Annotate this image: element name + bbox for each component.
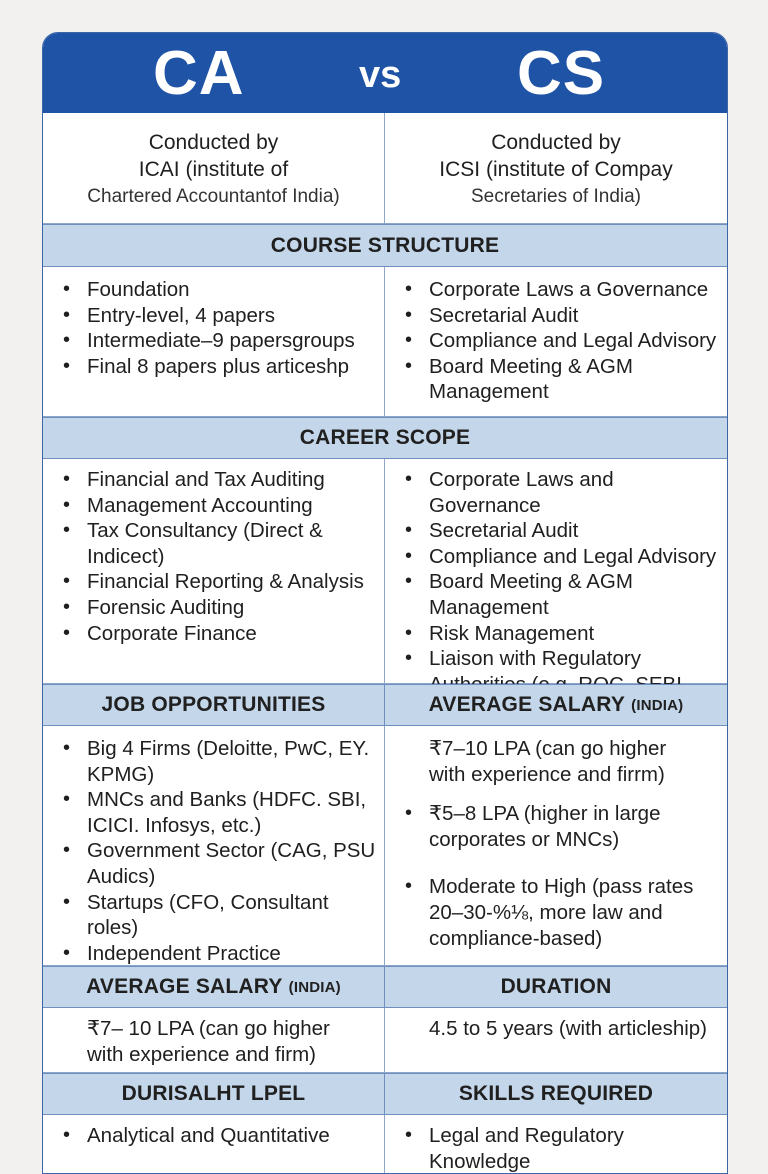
cs-skills-list bbox=[385, 1123, 727, 1174]
ca-course-structure bbox=[43, 267, 385, 417]
cs-conducted-by bbox=[385, 113, 727, 224]
course-structure-heading: COURSE STRUCTURE bbox=[43, 224, 727, 267]
avg-salary-right-sub: (INDIA) bbox=[631, 696, 684, 714]
list-item: • Intermediate–9 papersgroups bbox=[43, 328, 384, 354]
ca-salary-cell bbox=[43, 1008, 385, 1073]
list-item: • Big 4 Firms (Deloitte, PwC, EY. KPMG) bbox=[43, 736, 384, 787]
list-item: • Entry-level, 4 papers bbox=[43, 303, 384, 329]
avg-salary-left-sub: (INDIA) bbox=[288, 978, 341, 996]
title-banner bbox=[43, 33, 727, 113]
list-item: • Corporate Laws and Governance bbox=[385, 467, 727, 518]
ca-conducted-by bbox=[43, 113, 385, 224]
cs-conducted-line3: Secretaries of India) bbox=[470, 186, 642, 207]
average-salary-heading-left bbox=[43, 966, 385, 1008]
ca-job-opportunities bbox=[43, 726, 385, 966]
list-item: • Independent Practice bbox=[43, 941, 384, 967]
career-scope-heading: CAREER SCOPE bbox=[43, 417, 727, 459]
cs-duration-text: 4.5 to 5 years (with articleship) bbox=[429, 1017, 708, 1040]
list-item: • Secretarial Audit bbox=[385, 518, 727, 544]
list-item: • Startups (CFO, Consultant roles) bbox=[43, 890, 384, 941]
cs-course-list bbox=[385, 277, 727, 405]
list-item: • MNCs and Banks (HDFC. SBI, ICICI. Infosys, etc.) bbox=[43, 787, 384, 838]
ca-course-list bbox=[43, 277, 384, 379]
title-vs: vs bbox=[359, 54, 402, 96]
avg-salary-left-main: AVERAGE SALARY bbox=[86, 975, 283, 998]
cs-salary-cell bbox=[385, 726, 727, 966]
list-item: • Risk Management bbox=[385, 621, 727, 647]
list-item: • ₹5–8 LPA (higher in large corporates or MNCs) bbox=[385, 801, 727, 852]
cs-duration-cell bbox=[385, 1008, 727, 1073]
job-opportunities-heading: JOB OPPORTUNITIES bbox=[43, 684, 385, 726]
list-item: • Corporate Finance bbox=[43, 621, 384, 647]
list-item: • Financial Reporting & Analysis bbox=[43, 569, 384, 595]
ca-skills-list bbox=[43, 1123, 384, 1149]
duration-heading: DURATION bbox=[385, 966, 727, 1008]
comparison-card bbox=[42, 32, 728, 1174]
skills-required-heading: SKILLS REQUIRED bbox=[385, 1073, 727, 1115]
list-item: • Government Sector (CAG, PSU Audics) bbox=[43, 838, 384, 889]
average-salary-heading-right bbox=[385, 684, 727, 726]
list-item: • Financial and Tax Auditing bbox=[43, 467, 384, 493]
ca-conducted-line1: Conducted by bbox=[148, 131, 279, 154]
ca-jobs-list bbox=[43, 736, 384, 966]
cs-career-scope bbox=[385, 459, 727, 684]
cs-conducted-line1: Conducted by bbox=[491, 131, 621, 154]
cs-salary-bullets bbox=[385, 801, 727, 951]
list-item: • Management Accounting bbox=[43, 493, 384, 519]
list-item: • Corporate Laws a Governance bbox=[385, 277, 727, 303]
cs-conducted-line2: ICSI (institute of Compay bbox=[439, 158, 673, 181]
list-item: • Board Meeting & AGM Management bbox=[385, 569, 727, 620]
list-item: • Compliance and Legal Advisory bbox=[385, 328, 727, 354]
title-cs: CS bbox=[517, 39, 606, 108]
skills-heading-left: DURISALHT LPEL bbox=[43, 1073, 385, 1115]
list-item: • Tax Consultancy (Direct & Indicect) bbox=[43, 518, 384, 569]
list-item: • Legal and Regulatory Knowledge bbox=[385, 1123, 727, 1174]
title-ca: CA bbox=[153, 39, 245, 108]
cs-course-structure bbox=[385, 267, 727, 417]
list-item: • Compliance and Legal Advisory bbox=[385, 544, 727, 570]
cs-career-list bbox=[385, 467, 727, 697]
list-item: • Final 8 papers plus articeshp bbox=[43, 354, 384, 380]
ca-career-scope bbox=[43, 459, 385, 684]
ca-conducted-line3: Chartered Accountantof India) bbox=[87, 186, 340, 207]
list-item: • Forensic Auditing bbox=[43, 595, 384, 621]
ca-conducted-line2: ICAI (institute of bbox=[138, 158, 289, 181]
cs-salary-range: ₹7–10 LPA (can go higher with experience and firrm) bbox=[429, 737, 667, 786]
ca-career-list bbox=[43, 467, 384, 646]
avg-salary-right-main: AVERAGE SALARY bbox=[428, 693, 626, 716]
cs-skills-cell bbox=[385, 1115, 727, 1174]
list-item: • Analytical and Quantitative bbox=[43, 1123, 384, 1149]
ca-salary-text: ₹7– 10 LPA (can go higher with experience and firm) bbox=[87, 1017, 330, 1066]
list-item: • Moderate to High (pass rates 20–30-%⅛, more law and compliance-based) bbox=[385, 874, 727, 951]
ca-skills-cell bbox=[43, 1115, 385, 1174]
list-item: • Liaison with Regulatory bbox=[385, 646, 727, 697]
list-item: • Foundation bbox=[43, 277, 384, 303]
list-item: • Secretarial Audit bbox=[385, 303, 727, 329]
list-item: • Board Meeting & AGM Management bbox=[385, 354, 727, 405]
